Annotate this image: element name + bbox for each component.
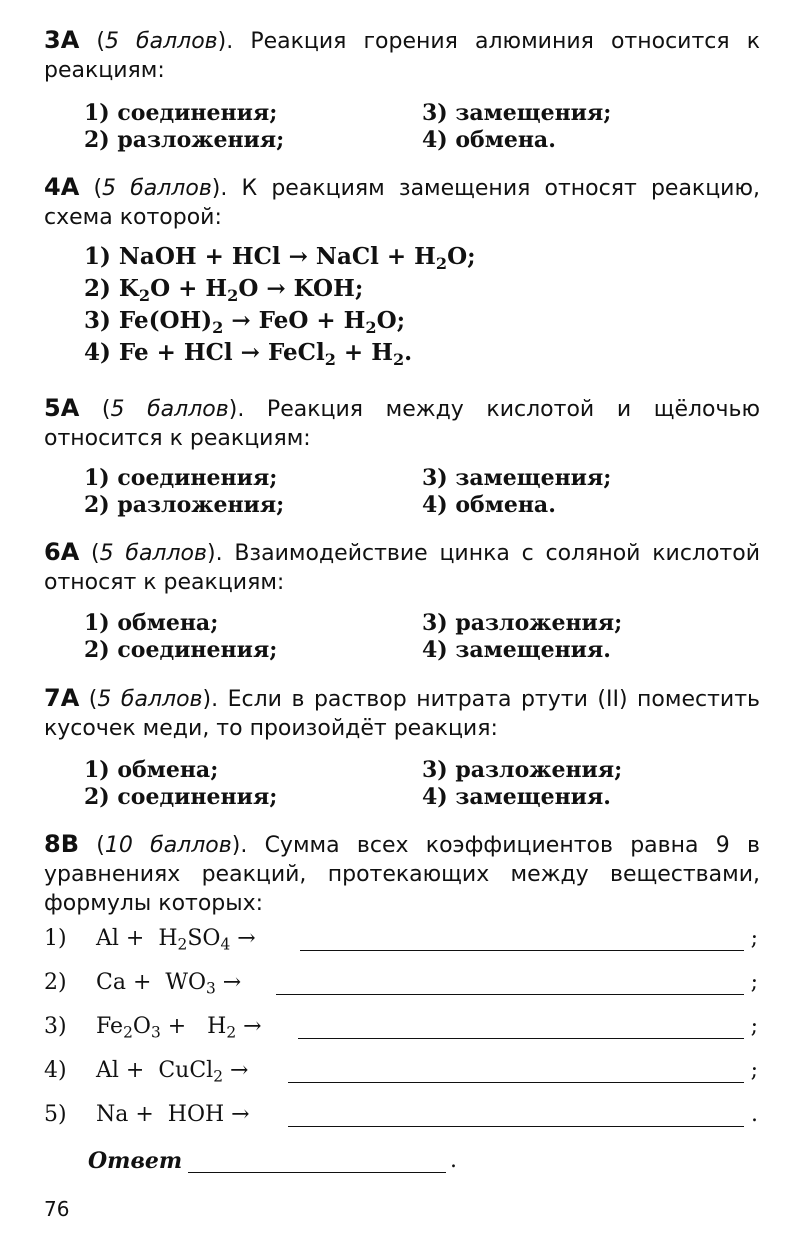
row-number: 4) <box>44 1058 67 1083</box>
question-5a <box>44 394 760 453</box>
equation-2: 2) $K_2O + H_2O$ → KOH; <box>84 275 364 305</box>
option: 3) замещения; <box>422 100 612 126</box>
fill-in-row <box>44 1052 760 1096</box>
option: 2) разложения; <box>84 492 285 518</box>
page-number: 76 <box>44 1197 70 1221</box>
question-text: . Взаимодействие цинка с соляной кислотой относят к реакциям: <box>44 541 761 595</box>
question-6a <box>44 538 760 597</box>
question-number: 3A <box>44 26 80 54</box>
option: 1) обмена; <box>84 757 219 783</box>
row-end: ; <box>750 970 758 995</box>
option: 4) замещения. <box>422 637 611 663</box>
row-end: ; <box>750 1014 758 1039</box>
option: 4) замещения. <box>422 784 611 810</box>
question-points: 5 баллов <box>97 687 203 712</box>
answer-blank[interactable] <box>288 1082 744 1083</box>
question-number: 7A <box>44 684 80 712</box>
question-text: . К реакциям замещения относят реакцию, схема которой: <box>44 176 760 230</box>
question-number: 8B <box>44 830 79 858</box>
question-header: 8B (10 баллов). Сумма всех коэффициентов равна 9 в уравнениях реакций, протекающих между веществами, формулы которых: <box>44 830 760 916</box>
question-header: 3A (5 баллов). Реакция горения алюминия относится к реакциям: <box>44 26 760 83</box>
option: 4) обмена. <box>422 492 556 518</box>
question-7a <box>44 684 760 743</box>
option: 3) разложения; <box>422 610 623 636</box>
question-3a <box>44 26 760 85</box>
question-8b <box>44 830 760 918</box>
row-number: 3) <box>44 1014 67 1039</box>
row-number: 2) <box>44 970 67 995</box>
options-5a <box>84 465 744 519</box>
option: 1) обмена; <box>84 610 219 636</box>
row-number: 5) <box>44 1102 67 1127</box>
option: 4) обмена. <box>422 127 556 153</box>
answer-end: . <box>450 1148 457 1173</box>
question-text: . Если в раствор нитрата ртути (II) поместить кусочек меди, то произойдёт реакция: <box>44 687 761 741</box>
question-points: 10 баллов <box>104 833 232 858</box>
option: 3) замещения; <box>422 465 612 491</box>
options-3a <box>84 100 744 154</box>
question-points: 5 баллов <box>99 541 207 566</box>
fill-in-equations <box>44 920 760 1140</box>
option: 2) соединения; <box>84 784 278 810</box>
question-number: 6A <box>44 538 80 566</box>
option: 2) разложения; <box>84 127 285 153</box>
row-end: ; <box>750 926 758 951</box>
reactants: $Ca + WO_3$ → <box>96 970 242 998</box>
equations-4a <box>84 241 744 369</box>
fill-in-row <box>44 1096 760 1140</box>
reactants: Na + HOH → <box>96 1102 250 1127</box>
question-text: . Реакция горения алюминия относится к реакциям: <box>44 29 760 83</box>
row-end: ; <box>750 1058 758 1083</box>
question-points: 5 баллов <box>102 176 212 201</box>
question-header: 7A (5 баллов). Если в раствор нитрата ртути (II) поместить кусочек меди, то произойдёт реакция: <box>44 684 761 741</box>
question-text: . Реакция между кислотой и щёлочью относится к реакциям: <box>44 397 761 451</box>
equation-1: 1) NaOH + HCl → NaCl + $H_2O$; <box>84 243 476 273</box>
equation-3: 3) $Fe(OH)_2$ → FeO + $H_2O$; <box>84 307 406 337</box>
options-6a <box>84 610 744 664</box>
question-header: 6A (5 баллов). Взаимодействие цинка с соляной кислотой относят к реакциям: <box>44 538 761 595</box>
row-number: 1) <box>44 926 67 951</box>
question-points: 5 баллов <box>104 29 218 54</box>
answer-blank[interactable] <box>288 1126 744 1127</box>
answer-blank[interactable] <box>298 1038 744 1039</box>
question-4a <box>44 173 760 232</box>
fill-in-row <box>44 1008 760 1052</box>
fill-in-row <box>44 920 760 964</box>
reactants: $Fe_2O_3 + H_2$ → <box>96 1014 262 1042</box>
option: 3) разложения; <box>422 757 623 783</box>
question-number: 4A <box>44 173 80 201</box>
question-number: 5A <box>44 394 80 422</box>
reactants: $Al + H_2SO_4$ → <box>96 926 256 954</box>
row-end: . <box>751 1102 758 1127</box>
reactants: Al + CuCl$_2$ → <box>96 1058 249 1086</box>
answer-label: Ответ <box>88 1148 183 1174</box>
question-points: 5 баллов <box>110 397 229 422</box>
option: 1) соединения; <box>84 100 278 126</box>
question-header: 5A (5 баллов). Реакция между кислотой и щёлочью относится к реакциям: <box>44 394 761 451</box>
answer-blank[interactable] <box>276 994 744 995</box>
answer-blank[interactable] <box>300 950 744 951</box>
option: 2) соединения; <box>84 637 278 663</box>
question-text: . Сумма всех коэффициентов равна 9 в уравнениях реакций, протекающих между веществами, формулы которых: <box>44 833 760 916</box>
equation-4: 4) Fe + HCl → FeCl$_2$ + $H_2$. <box>84 339 413 369</box>
answer-blank[interactable] <box>188 1172 446 1173</box>
option: 1) соединения; <box>84 465 278 491</box>
question-header: 4A (5 баллов). К реакциям замещения относят реакцию, схема которой: <box>44 173 760 230</box>
options-7a <box>84 757 744 811</box>
fill-in-row <box>44 964 760 1008</box>
